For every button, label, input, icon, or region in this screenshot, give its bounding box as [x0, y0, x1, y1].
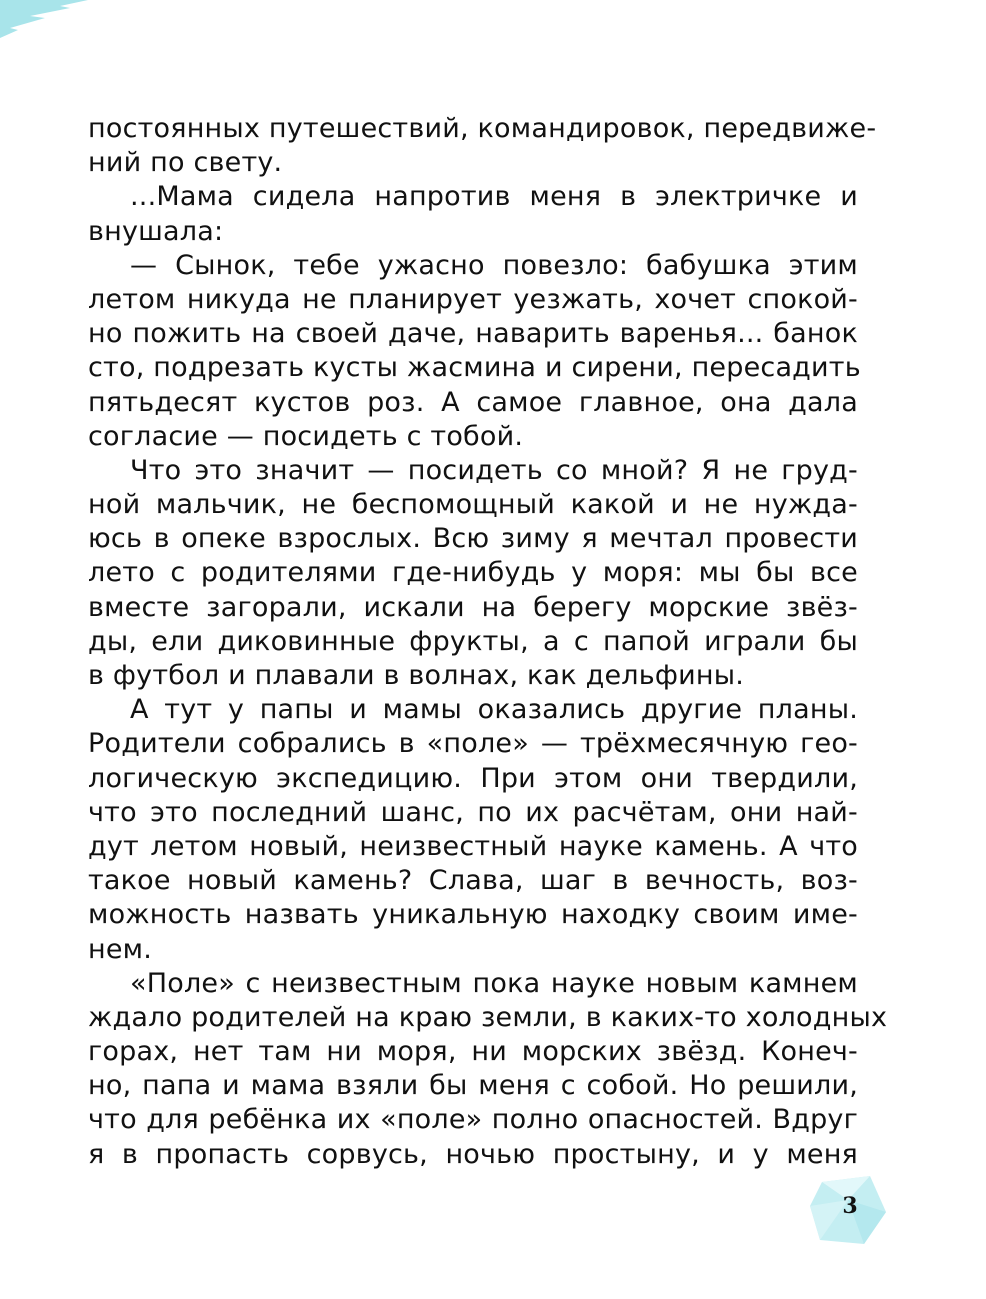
- text-line: такое новый камень? Слава, шаг в вечность, воз-: [88, 865, 858, 897]
- text-line: нем.: [88, 933, 153, 965]
- text-line: я в пропасть сорвусь, ночью простыну, и у меня: [88, 1138, 858, 1170]
- text-line: постоянных путешествий, командировок, передвиже-: [88, 113, 877, 144]
- text-line: летом никуда не планирует уезжать, хочет спокой-: [88, 283, 858, 315]
- text-line: логическую экспедицию. При этом они твердили,: [88, 762, 858, 794]
- corner-brush-decoration: [0, 0, 90, 40]
- text-line: лето с родителями где-нибудь у моря: мы бы все: [88, 557, 858, 589]
- text-line: но, папа и мама взяли бы меня с собой. Но решили,: [88, 1070, 858, 1102]
- text-line: вместе загорали, искали на берегу морские звёз-: [88, 591, 858, 623]
- text-line: ды, ели диковинные фрукты, а с папой играли бы: [88, 625, 858, 657]
- text-line: сто, подрезать кусты жасмина и сирени, пересадить: [88, 352, 861, 384]
- text-line: Что это значит — посидеть со мной? Я не груд-: [130, 454, 858, 486]
- page-number: 3: [842, 1193, 858, 1219]
- text-line: А тут у папы и мамы оказались другие планы.: [130, 694, 858, 726]
- text-line: но пожить на своей даче, наварить варенья... банок: [88, 318, 858, 350]
- text-line: ждало родителей на краю земли, в каких-то холодных: [88, 1001, 888, 1033]
- text-line: Родители собрались в «поле» — трёхмесячную гео-: [88, 728, 858, 760]
- text-line: «Поле» с неизвестным пока науке новым камнем: [130, 967, 858, 999]
- text-line: ...Мама сидела напротив меня в электричке и: [130, 181, 858, 213]
- text-line: можность назвать уникальную находку своим име-: [88, 899, 858, 931]
- text-line: дут летом новый, неизвестный науке камень. А что: [88, 830, 858, 862]
- text-line: в футбол и плавали в волнах, как дельфины.: [88, 660, 745, 691]
- text-line: юсь в опеке взрослых. Всю зиму я мечтал провести: [88, 523, 858, 555]
- text-line: горах, нет там ни моря, ни морских звёзд. Конеч-: [88, 1036, 858, 1068]
- text-line: ний по свету.: [88, 147, 283, 179]
- text-line: что для ребёнка их «поле» полно опасностей. Вдруг: [88, 1104, 858, 1136]
- text-line: пятьдесят кустов роз. А самое главное, она дала: [88, 386, 858, 418]
- text-line: что это последний шанс, по их расчётам, они най-: [88, 796, 858, 828]
- text-line: внушала:: [88, 215, 224, 247]
- text-line: — Сынок, тебе ужасно повезло: бабушка этим: [130, 249, 858, 281]
- text-line: согласие — посидеть с тобой.: [88, 420, 524, 452]
- page-text: [88, 112, 888, 1172]
- text-line: ной мальчик, не беспомощный какой и не нужда-: [88, 489, 858, 521]
